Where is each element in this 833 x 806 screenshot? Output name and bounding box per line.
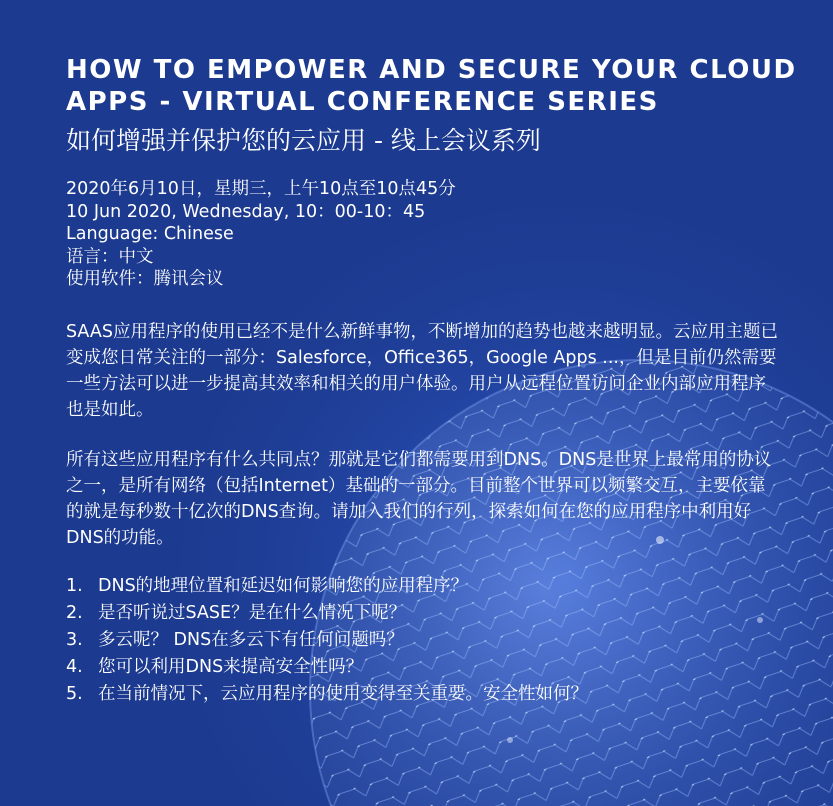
list-item-text: 是否听说过SASE？是在什么情况下呢？ (98, 602, 407, 623)
list-item-number: 2. (66, 602, 83, 623)
list-item (66, 654, 806, 681)
list-item (66, 600, 806, 627)
list-item (66, 681, 806, 708)
list-item (66, 627, 806, 654)
list-item-number: 3. (66, 629, 83, 650)
list-item-number: 4. (66, 656, 83, 677)
software-used: 使用软件：腾讯会议 (66, 269, 224, 289)
dns-paragraph: 所有这些应用程序有什么共同点？那就是它们都需要用到DNS。DNS是世界上最常用的协议之一，是所有网络（包括Internet）基础的一部分。目前整个世界可以频繁交互，主要依靠的就是每秒数十亿次的DNS查询。请加入我们的行列，探索如何在您的应用程序中利用好DNS的功能。 (66, 449, 772, 548)
language-english: Language: Chinese (66, 224, 234, 244)
list-item-text: 您可以利用DNS来提高安全性吗？ (98, 656, 364, 677)
poster-content (66, 54, 806, 725)
chinese-title: 如何增强并保护您的云应用 - 线上会议系列 (66, 126, 541, 155)
intro-paragraph: SAAS应用程序的使用已经不是什么新鲜事物，不断增加的趋势也越来越明显。云应用主题已变成您日常关注的一部分：Salesforce，Office365，Google Apps ...，但是目前仍然需要一些方法可以进一步提高其效率和相关的用户体验。用户从远程位置访问企业内部应用程序也是如此。 (66, 321, 778, 420)
list-item-text: 多云呢？ DNS在多云下有任何问题吗？ (98, 629, 404, 650)
english-title: HOW TO EMPOWER AND SECURE YOUR CLOUD APPS - VIRTUAL CONFERENCE SERIES (66, 55, 797, 117)
list-item-number: 5. (66, 683, 83, 704)
event-details (66, 178, 806, 291)
list-item-text: 在当前情况下，云应用程序的使用变得至关重要。安全性如何？ (98, 683, 588, 704)
list-item-number: 1. (66, 575, 83, 596)
date-english: 10 Jun 2020, Wednesday, 10：00-10：45 (66, 201, 426, 222)
date-chinese: 2020年6月10日，星期三，上午10点至10点45分 (66, 179, 456, 199)
language-chinese: 语言：中文 (66, 246, 154, 267)
list-item-text: DNS的地理位置和延迟如何影响您的应用程序？ (98, 575, 469, 596)
question-list (66, 573, 806, 708)
list-item (66, 573, 806, 600)
